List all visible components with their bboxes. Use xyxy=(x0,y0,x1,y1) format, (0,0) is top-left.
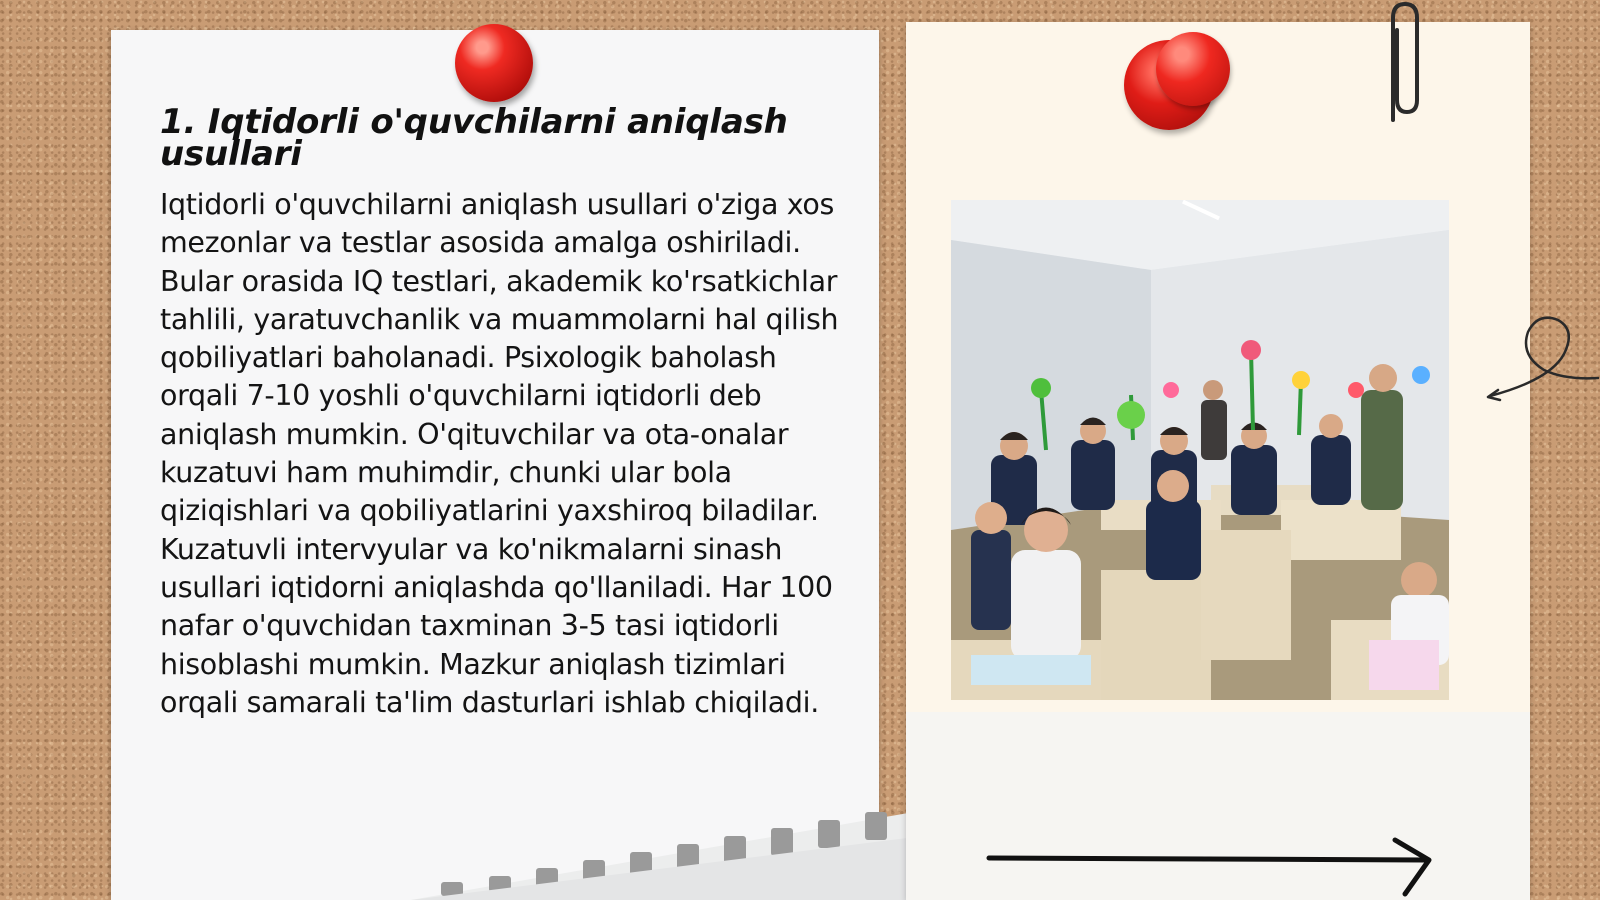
right-arrow-icon xyxy=(985,836,1445,900)
paperclip-icon xyxy=(1375,0,1425,129)
classroom-photo xyxy=(951,200,1449,700)
slide-body-text: Iqtidorli o'quvchilarni aniqlash usullari o'ziga xos mezonlar va testlar asosida amalga oshiriladi. Bular orasida IQ testlari, akademik ko'rsatkichlar tahlili, yaratuvchanlik va muammolarni hal qilish qobiliyatlari baholanadi. Psixologik baholash orqali 7-10 yoshli o'quvchilarni iqtidorli deb aniqlash mumkin. O'qituvchilar va ota-onalar kuzatuvi ham muhimdir, chunki ular bola qiziqishlari va qobiliyatlarini yaxshiroq biladilar. Kuzatuvli intervyular va ko'nikmalarni sinash usullari iqtidorni aniqlashda qo'llaniladi. Har 100 nafar o'quvchidan taxminan 3-5 tasi iqtidorli hisoblashi mumkin. Mazkur aniqlash tizimlari orqali samarali ta'lim dasturlari ishlab chiqiladi. xyxy=(160,188,839,719)
slide-heading: 1. Iqtidorli o'quvchilarni aniqlash usullari xyxy=(160,102,788,174)
torn-paper-edge xyxy=(411,790,971,900)
loop-arrow-icon xyxy=(1480,310,1600,414)
red-pushpin-icon xyxy=(1156,32,1230,106)
red-pushpin-icon xyxy=(455,24,533,102)
